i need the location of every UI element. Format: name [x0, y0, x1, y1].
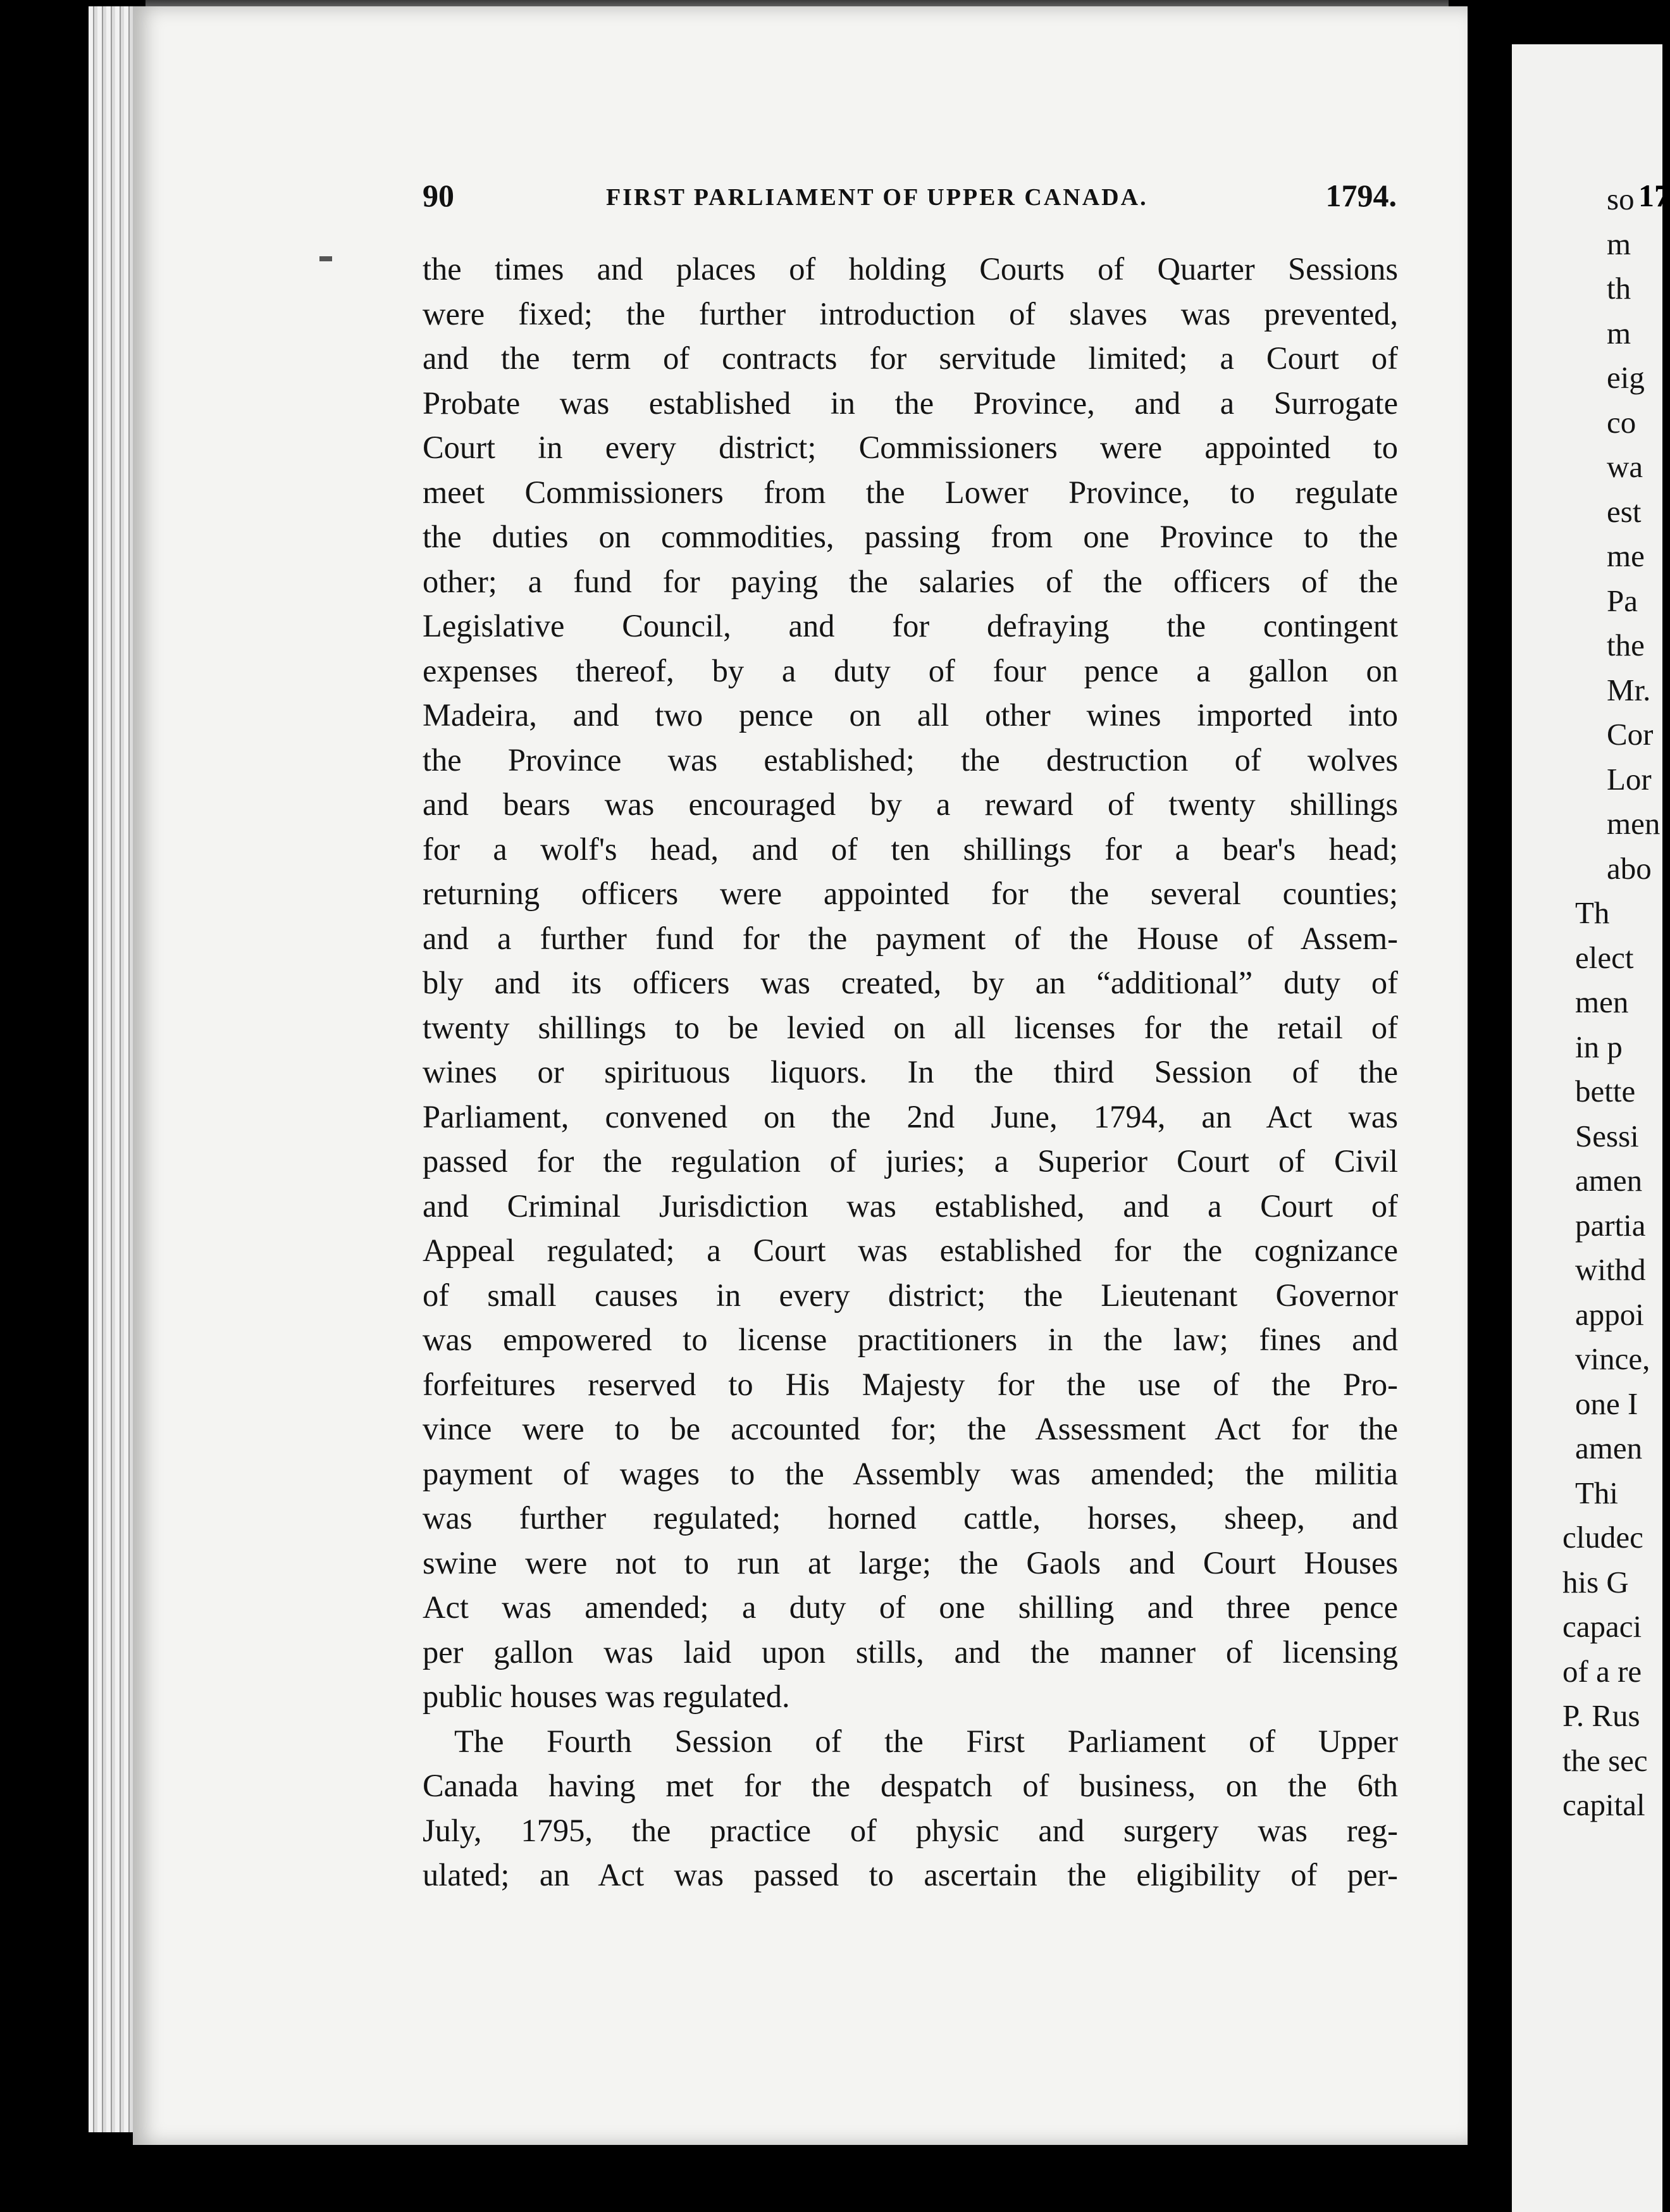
right-text-fragment: cludec: [1562, 1520, 1643, 1555]
text-line: The Fourth Session of the First Parliament of Upper: [454, 1723, 1398, 1759]
right-text-fragment: in p: [1575, 1029, 1623, 1064]
text-line: expenses thereof, by a duty of four pence a gallon on: [423, 652, 1398, 688]
text-line: Madeira, and two pence on all other wines imported into: [423, 697, 1398, 733]
text-line: payment of wages to the Assembly was amended; the militia: [423, 1455, 1398, 1491]
text-line: swine were not to run at large; the Gaols and Court Houses: [423, 1544, 1398, 1581]
text-line: meet Commissioners from the Lower Province, to regulate: [423, 474, 1398, 510]
running-head: [423, 177, 1397, 221]
text-line: Canada having met for the despatch of business, on the 6th: [423, 1768, 1398, 1803]
text-line: vince were to be accounted for; the Assessment Act for the: [423, 1411, 1398, 1446]
text-line: July, 1795, the practice of physic and surgery was reg-: [423, 1812, 1398, 1848]
right-text-fragment: Thi: [1575, 1475, 1619, 1510]
text-line: forfeitures reserved to His Majesty for the use of the Pro-: [423, 1366, 1398, 1402]
right-page-body: [1512, 177, 1662, 1828]
right-text-fragment: Pa: [1607, 583, 1638, 618]
right-text-fragment: capaci: [1562, 1609, 1642, 1644]
right-text-fragment: Mr.: [1607, 672, 1651, 707]
right-text-fragment: men: [1607, 806, 1661, 841]
right-text-fragment: men: [1575, 985, 1629, 1019]
text-line: the times and places of holding Courts of Quarter Sessions: [423, 251, 1398, 287]
right-text-fragment: so: [1607, 182, 1635, 216]
right-text-fragment: P. Rus: [1562, 1698, 1640, 1733]
text-line: were fixed; the further introduction of slaves was prevented,: [423, 295, 1398, 332]
text-line: of small causes in every district; the Lieutenant Governor: [423, 1277, 1398, 1313]
right-text-fragment: me: [1607, 538, 1645, 573]
right-text-fragment: elect: [1575, 940, 1634, 975]
right-text-fragment: his G: [1562, 1564, 1629, 1600]
text-line: Court in every district; Commissioners were appointed to: [423, 430, 1398, 465]
right-text-fragment: th: [1607, 271, 1631, 306]
text-line: passed for the regulation of juries; a Superior Court of Civil: [423, 1143, 1398, 1179]
text-line: Legislative Council, and for defraying the contingent: [423, 608, 1398, 643]
text-line: wines or spirituous liquors. In the third Session of the: [423, 1054, 1398, 1090]
running-title: FIRST PARLIAMENT OF UPPER CANADA.: [606, 184, 1148, 211]
right-text-fragment: co: [1607, 404, 1636, 440]
right-text-fragment: m: [1607, 226, 1631, 261]
text-line: the Province was established; the destruction of wolves: [423, 742, 1398, 778]
text-line: Appeal regulated; a Court was established for the cognizance: [423, 1233, 1398, 1268]
right-text-fragment: bette: [1575, 1074, 1636, 1109]
right-page-header: 17: [1638, 178, 1670, 213]
text-line: Act was amended; a duty of one shilling and three pence: [423, 1589, 1398, 1625]
text-line: and bears was encouraged by a reward of twenty shillings: [423, 786, 1398, 822]
text-line: Parliament, convened on the 2nd June, 1794, an Act was: [423, 1098, 1398, 1134]
text-line: was empowered to license practitioners in the law; fines and: [423, 1322, 1398, 1357]
text-line: and the term of contracts for servitude limited; a Court of: [423, 340, 1398, 376]
text-line: twenty shillings to be levied on all licenses for the retail of: [423, 1009, 1398, 1045]
text-line: was further regulated; horned cattle, horses, sheep, and: [423, 1500, 1398, 1536]
page-number: 90: [423, 178, 454, 213]
right-text-fragment: capital: [1562, 1787, 1645, 1822]
right-text-fragment: Sessi: [1575, 1118, 1639, 1153]
right-text-fragment: partia: [1575, 1207, 1646, 1243]
text-line: bly and its officers was created, by an “additional” duty of: [423, 965, 1398, 1000]
right-text-fragment: Cor: [1607, 717, 1654, 752]
text-line: ulated; an Act was passed to ascertain the eligibility of per-: [423, 1857, 1398, 1892]
text-line: and a further fund for the payment of the House of Assem-: [423, 920, 1398, 956]
right-text-fragment: Lor: [1607, 761, 1652, 797]
text-line: and Criminal Jurisdiction was established, and a Court of: [423, 1188, 1398, 1224]
right-text-fragment: one I: [1575, 1386, 1638, 1421]
right-text-fragment: of a re: [1562, 1653, 1642, 1689]
text-line: returning officers were appointed for the several counties;: [423, 876, 1398, 911]
left-page-body: [423, 247, 1398, 1898]
running-year: 1794.: [1325, 178, 1397, 213]
right-text-fragment: the: [1607, 628, 1645, 662]
text-line: the duties on commodities, passing from one Province to the: [423, 519, 1398, 554]
text-line: public houses was regulated.: [423, 1679, 790, 1714]
right-text-fragment: vince,: [1575, 1341, 1650, 1376]
right-text-fragment: eig: [1607, 360, 1645, 395]
margin-mark: [319, 256, 332, 261]
right-text-fragment: appoi: [1575, 1296, 1644, 1332]
text-line: per gallon was laid upon stills, and the manner of licensing: [423, 1634, 1398, 1670]
right-text-fragment: Th: [1575, 895, 1610, 930]
right-text-fragment: abo: [1607, 850, 1652, 886]
right-text-fragment: est: [1607, 494, 1642, 529]
text-line: for a wolf's head, and of ten shillings for a bear's head;: [423, 831, 1398, 867]
right-text-fragment: wa: [1607, 449, 1643, 484]
text-line: other; a fund for paying the salaries of the officers of the: [423, 563, 1398, 599]
right-text-fragment: the sec: [1562, 1743, 1648, 1778]
right-page: [1512, 44, 1670, 2212]
right-text-fragment: withd: [1575, 1252, 1646, 1287]
right-text-fragment: amen: [1575, 1431, 1643, 1465]
text-line: Probate was established in the Province, and a Surrogate: [423, 385, 1398, 421]
right-text-fragment: amen: [1575, 1163, 1643, 1198]
right-text-fragment: m: [1607, 315, 1631, 351]
